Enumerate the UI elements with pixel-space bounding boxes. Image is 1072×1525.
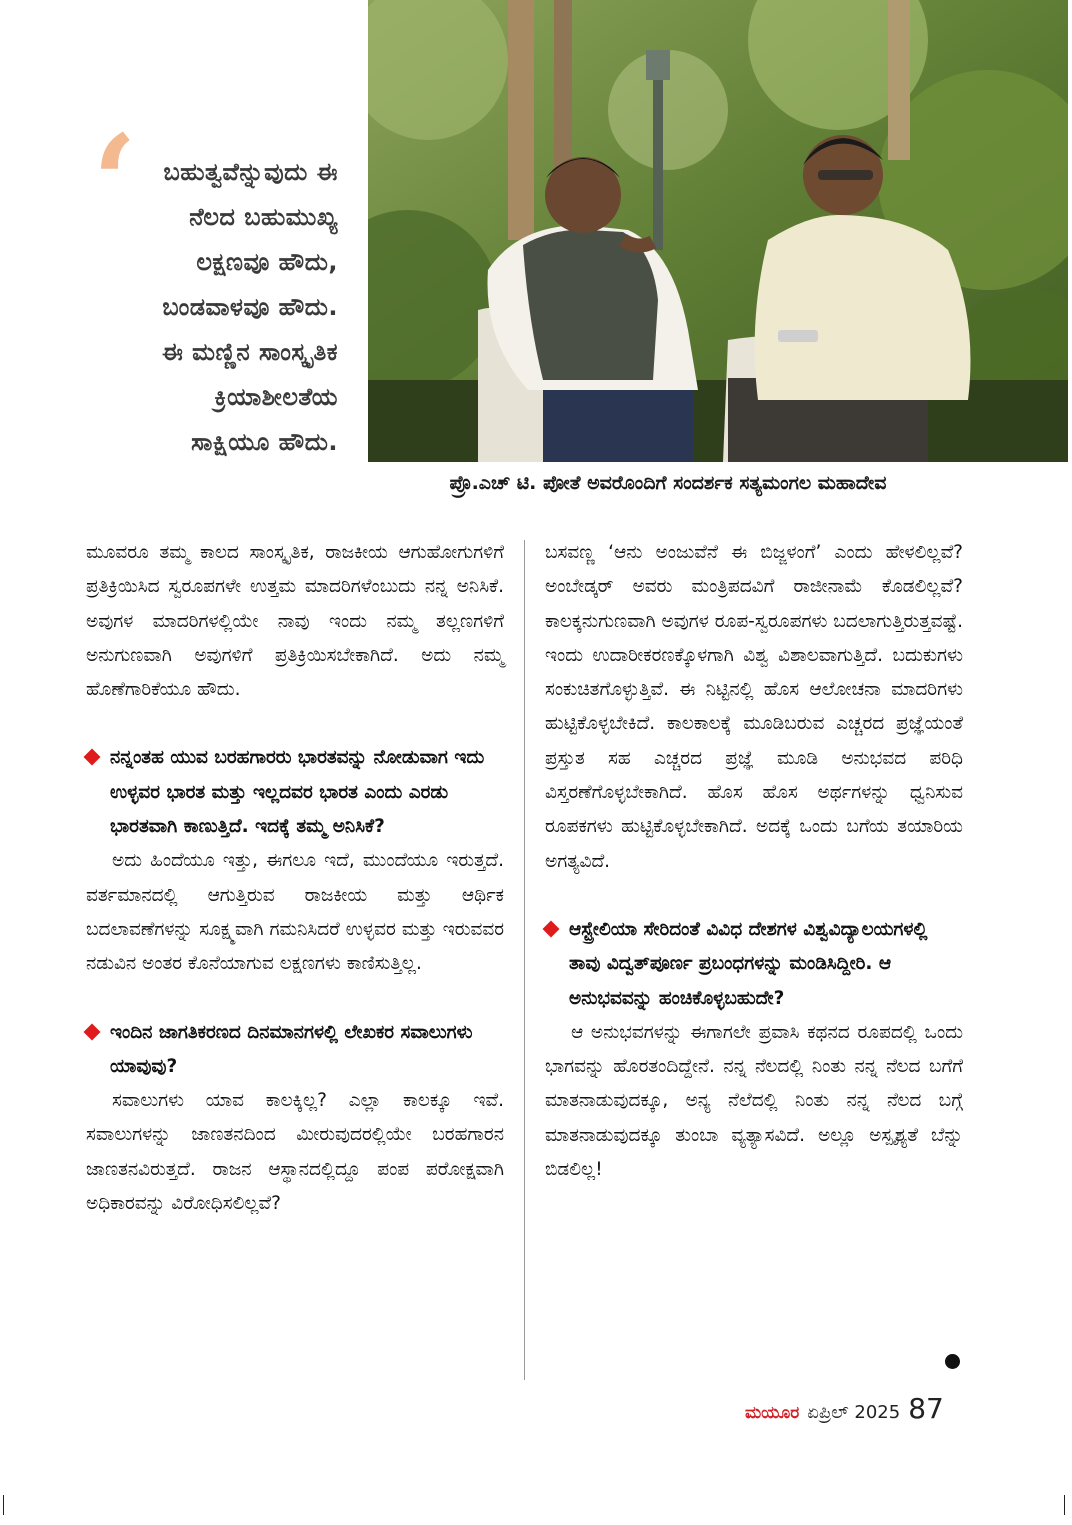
answer-paragraph: ಬಸವಣ್ಣ ‘ಆನು ಅಂಜುವೆನೆ ಈ ಬಿಜ್ಜಳಂಗೆ’ ಎಂದು ಹೇಳಲಿಲ್ಲವೆ? ಅಂಬೇಡ್ಕರ್ ಅವರು ಮಂತ್ರಿಪದವಿಗೆ ರಾಜೀನಾಮೆ ಕೊಡಲಿಲ್ಲವೆ? ಕಾಲಕ್ಕನುಗುಣವಾಗಿ ಅವುಗಳ ರೂಪ-ಸ್ವರೂಪಗಳು ಬದಲಾಗುತ್ತಿರುತ್ತವಷ್ಟೆ. ಇಂದು ಉದಾರೀಕರಣಕ್ಕೊಳಗಾಗಿ ವಿಶ್ವ ವಿಶಾಲವಾಗುತ್ತಿದೆ. ಬದುಕುಗಳು ಸಂಕುಚಿತಗೊಳ್ಳುತ್ತಿವೆ. ಈ ನಿಟ್ಟಿನಲ್ಲಿ ಹೊಸ ಆಲೋಚನಾ ಮಾದರಿಗಳು ಹುಟ್ಟಿಕೊಳ್ಳಬೇಕಿದೆ. ಕಾಲಕಾಲಕ್ಕೆ ಮೂಡಿಬರುವ ಎಚ್ಚರದ ಪ್ರಜ್ಞೆಯಂತೆ ಪ್ರಸ್ತುತ ಸಹ ಎಚ್ಚರದ ಪ್ರಜ್ಞೆ ಮೂಡಿ ಅನುಭವದ ಪರಿಧಿ ವಿಸ್ತರಣೆಗೊಳ್ಳಬೇಕಾಗಿದೆ. ಹೊಸ ಹೊಸ ಅರ್ಥಗಳನ್ನು ಧ್ವನಿಸುವ ರೂಪಕಗಳು ಹುಟ್ಟಿಕೊಳ್ಳಬೇಕಾಗಿದೆ. ಅದಕ್ಕೆ ಒಂದು ಬಗೆಯ ತಯಾರಿಯ ಅಗತ್ಯವಿದೆ. xyxy=(545,542,963,872)
magazine-brand: ಮಯೂರ xyxy=(745,1403,800,1423)
issue-date: ಏಪ್ರಿಲ್ 2025 xyxy=(807,1402,901,1423)
column-divider xyxy=(524,540,525,1380)
interview-question xyxy=(110,741,504,844)
pull-quote-line: ಲಕ್ಷಣವೂ ಹೌದು, xyxy=(196,248,338,276)
question-text: ಆಸ್ಟ್ರೇಲಿಯಾ ಸೇರಿದಂತೆ ವಿವಿಧ ದೇಶಗಳ ವಿಶ್ವವಿದ್ಯಾಲಯಗಳಲ್ಲಿ ತಾವು ವಿದ್ವತ್‌ಪೂರ್ಣ ಪ್ರಬಂಧಗಳನ್ನು ಮಂಡಿಸಿದ್ದೀರಿ. ಆ ಅನುಭವವನ್ನು ಹಂಚಿಕೊಳ್ಳಬಹುದೇ? xyxy=(569,918,928,1009)
end-mark-icon xyxy=(945,1354,960,1369)
page-footer xyxy=(745,1392,944,1425)
question-text: ಇಂದಿನ ಜಾಗತಿಕರಣದ ದಿನಮಾನಗಳಲ್ಲಿ ಲೇಖಕರ ಸವಾಲುಗಳು ಯಾವುವು? xyxy=(110,1021,473,1077)
interview-photo xyxy=(368,0,1068,462)
pull-quote-line: ಬಂಡವಾಳವೂ ಹೌದು. xyxy=(162,293,338,321)
diamond-bullet-icon xyxy=(84,749,101,766)
answer-paragraph: ಆ ಅನುಭವಗಳನ್ನು ಈಗಾಗಲೇ ಪ್ರವಾಸಿ ಕಥನದ ರೂಪದಲ್ಲಿ ಒಂದು ಭಾಗವನ್ನು ಹೊರತಂದಿದ್ದೇನೆ. ನನ್ನ ನೆಲದಲ್ಲಿ ನಿಂತು ನನ್ನ ನೆಲದ ಬಗೆಗೆ ಮಾತನಾಡುವುದಕ್ಕೂ, ಅನ್ಯ ನೆಲೆದಲ್ಲಿ ನಿಂತು ನನ್ನ ನೆಲದ ಬಗ್ಗೆ ಮಾತನಾಡುವುದಕ್ಕೂ ತುಂಬಾ ವ್ಯತ್ಯಾಸವಿದೆ. ಅಲ್ಲೂ ಅಸ್ಪೃಶ್ಯತೆ ಬೆನ್ನು ಬಿಡಲಿಲ್ಲ! xyxy=(545,1021,963,1181)
page-number: 87 xyxy=(908,1392,944,1425)
diamond-bullet-icon xyxy=(84,1023,101,1040)
article-column-left xyxy=(86,536,504,1221)
article-column-right xyxy=(545,536,963,1187)
quote-mark: ‘ xyxy=(92,106,138,259)
interview-question xyxy=(110,1016,504,1085)
pull-quote-line: ಈ ಮಣ್ಣಿನ ಸಾಂಸ್ಕೃತಿಕ xyxy=(161,338,338,366)
question-text: ನನ್ನಂತಹ ಯುವ ಬರಹಗಾರರು ಭಾರತವನ್ನು ನೋಡುವಾಗ ಇದು ಉಳ್ಳವರ ಭಾರತ ಮತ್ತು ಇಲ್ಲದವರ ಭಾರತ ಎಂದು ಎರಡು ಭಾರತವಾಗಿ ಕಾಣುತ್ತಿದೆ. ಇದಕ್ಕೆ ತಮ್ಮ ಅನಿಸಿಕೆ? xyxy=(110,747,485,838)
answer-paragraph: ಅದು ಹಿಂದೆಯೂ ಇತ್ತು, ಈಗಲೂ ಇದೆ, ಮುಂದೆಯೂ ಇರುತ್ತದೆ. ವರ್ತಮಾನದಲ್ಲಿ ಆಗುತ್ತಿರುವ ರಾಜಕೀಯ ಮತ್ತು ಆರ್ಥಿಕ ಬದಲಾವಣೆಗಳನ್ನು ಸೂಕ್ಷ್ಮವಾಗಿ ಗಮನಿಸಿದರೆ ಉಳ್ಳವರ ಮತ್ತು ಇರುವವರ ನಡುವಿನ ಅಂತರ ಕೊನೆಯಾಗುವ ಲಕ್ಷಣಗಳು ಕಾಣಿಸುತ್ತಿಲ್ಲ. xyxy=(86,850,504,975)
pull-quote-line: ಸಾಕ್ಷಿಯೂ ಹೌದು. xyxy=(191,428,338,456)
answer-paragraph: ಮೂವರೂ ತಮ್ಮ ಕಾಲದ ಸಾಂಸ್ಕೃತಿಕ, ರಾಜಕೀಯ ಆಗುಹೋಗುಗಳಿಗೆ ಪ್ರತಿಕ್ರಿಯಿಸಿದ ಸ್ವರೂಪಗಳೇ ಉತ್ತಮ ಮಾದರಿಗಳೆಂಬುದು ನನ್ನ ಅನಿಸಿಕೆ. ಅವುಗಳ ಮಾದರಿಗಳಲ್ಲಿಯೇ ನಾವು ಇಂದು ನಮ್ಮ ತಲ್ಲಣಗಳಿಗೆ ಅನುಗುಣವಾಗಿ ಅವುಗಳಿಗೆ ಪ್ರತಿಕ್ರಿಯಿಸಬೇಕಾಗಿದೆ. ಅದು ನಮ್ಮ ಹೊಣೆಗಾರಿಕೆಯೂ ಹೌದು. xyxy=(86,542,504,701)
diamond-bullet-icon xyxy=(543,920,560,937)
interview-question xyxy=(569,913,963,1016)
photo-caption: ಪ್ರೊ.ಎಚ್ ಟಿ. ಪೋತೆ ಅವರೊಂದಿಗೆ ಸಂದರ್ಶಕ ಸತ್ಯಮಂಗಲ ಮಹಾದೇವ xyxy=(449,472,887,494)
crop-mark xyxy=(1064,1495,1065,1515)
pull-quote-line: ನೆಲದ ಬಹುಮುಖ್ಯ xyxy=(189,203,338,231)
pull-quote-line: ಬಹುತ್ವವೆನ್ನುವುದು ಈ xyxy=(163,158,338,186)
pull-quote xyxy=(92,150,338,465)
answer-paragraph: ಸವಾಲುಗಳು ಯಾವ ಕಾಲಕ್ಕಿಲ್ಲ? ಎಲ್ಲಾ ಕಾಲಕ್ಕೂ ಇವೆ. ಸವಾಲುಗಳನ್ನು ಜಾಣತನದಿಂದ ಮೀರುವುದರಲ್ಲಿಯೇ ಬರಹಗಾರನ ಜಾಣತನವಿರುತ್ತದೆ. ರಾಜನ ಆಸ್ಥಾನದಲ್ಲಿದ್ದೂ ಪಂಪ ಪರೋಕ್ಷವಾಗಿ ಅಧಿಕಾರವನ್ನು ವಿರೋಧಿಸಲಿಲ್ಲವೆ? xyxy=(86,1090,504,1215)
crop-mark xyxy=(3,1495,4,1515)
pull-quote-line: ಕ್ರಿಯಾಶೀಲತೆಯ xyxy=(214,383,338,411)
interview-photo-illustration xyxy=(368,0,1068,462)
